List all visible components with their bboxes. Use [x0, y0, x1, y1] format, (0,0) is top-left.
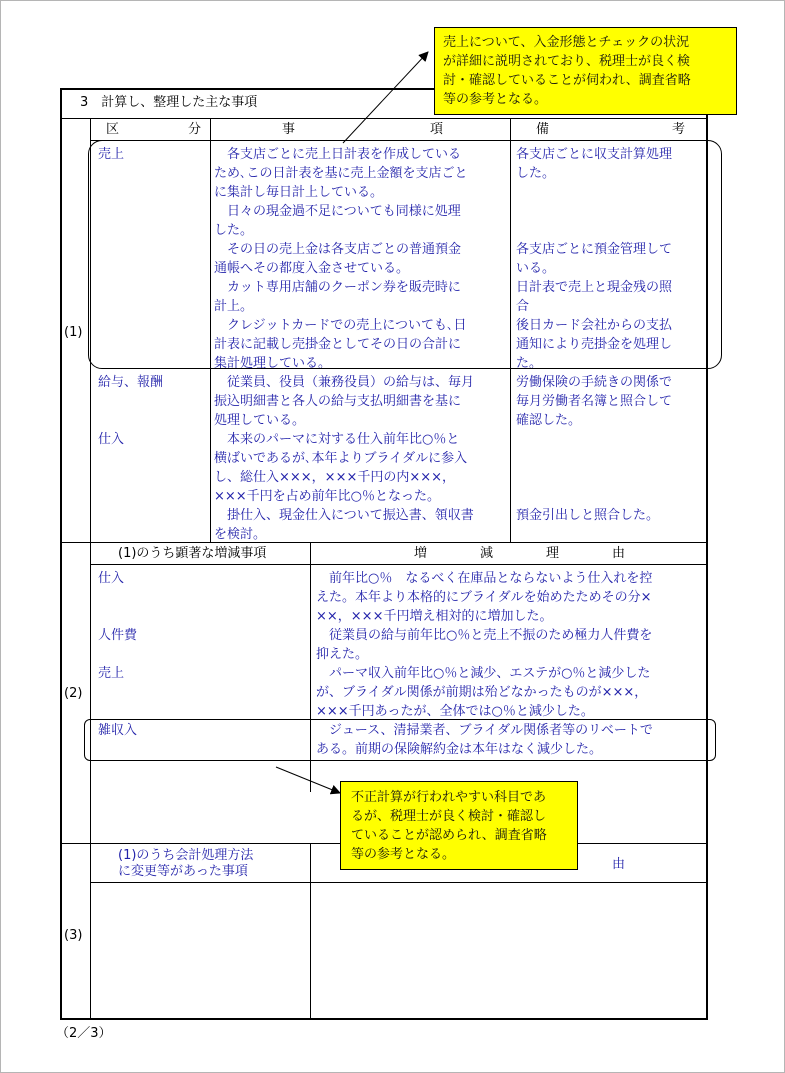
- s1-col2-line: 振込明細書と各人の給与支払明細書を基に: [214, 394, 462, 409]
- s2-right-line: 前年比○％ なるべく在庫品とならないよう仕入れを控: [316, 571, 653, 586]
- s2-right-line: パーマ収入前年比○％と減少、エステが○％と減少した: [316, 666, 651, 681]
- s1-col2-line: 本来のパーマに対する仕入前年比○％と: [214, 432, 460, 447]
- middle-callout-line: るが、税理士が良く検討・確認し: [351, 809, 547, 824]
- s1-col2-line: 日々の現金過不足についても同様に処理: [214, 204, 461, 219]
- s1-col2-line: 計表に記載し売掛金としてその日の合計に: [214, 337, 462, 352]
- s2-header-right-b: 減: [480, 546, 494, 561]
- s2-right-line: ある。前期の保険解約金は本年はなく減少した。: [316, 742, 603, 757]
- s1-col1-line: 仕入: [98, 432, 125, 447]
- s1-col2-line: 計上。: [214, 299, 254, 314]
- s2-right-line: えた。本年より本格的にブライダルを始めたためその分×: [316, 590, 652, 605]
- s1-col2-line: を検討。: [214, 527, 267, 542]
- s2-header-right-d: 由: [612, 546, 626, 561]
- s2-left-line: 仕入: [98, 571, 125, 586]
- s1-col2-line: 処理している。: [214, 413, 306, 428]
- s1-col2-line: 通帳へその都度入金させている。: [214, 261, 410, 276]
- top-callout-line: 討・確認していることが伺われ、調査省略: [443, 73, 691, 88]
- s3-header-right-tail: 由: [612, 857, 626, 872]
- s1-col3-line: 合: [516, 299, 530, 314]
- top-callout-line: 売上について、入金形態とチェックの状況: [443, 35, 690, 50]
- s2-right-line: が、ブライダル関係が前期は殆どなかったものが×××，: [316, 685, 648, 700]
- section1-label: (1): [64, 325, 83, 340]
- s1-col3-line: した。: [516, 166, 556, 181]
- s1-col2-line: 従業員、役員（兼務役員）の給与は、毎月: [214, 375, 475, 390]
- s1-col2-line: した。: [214, 223, 254, 238]
- middle-callout-note: [340, 781, 578, 870]
- s1-col3-line: 各支店ごとに預金管理して: [516, 242, 673, 257]
- s1-header-col1-b: 分: [188, 122, 202, 137]
- s2-header-left: (1)のうち顕著な増減事項: [118, 546, 267, 561]
- s1-header-col1-a: 区: [106, 122, 120, 137]
- s2-right-line: ジュース、清掃業者、ブライダル関係者等のリベートで: [316, 723, 653, 738]
- s1-col2-line: 集計処理している。: [214, 356, 332, 371]
- s1-col2-line: ×××千円を占め前年比○％となった。: [214, 489, 441, 504]
- s1-col2-line: ため､この日計表を基に売上金額を支店ごと: [214, 166, 468, 181]
- section2-label: (2): [64, 686, 83, 701]
- s1-col1-line: 売上: [98, 147, 125, 162]
- s1-col3-line: 毎月労働者名簿と照合して: [516, 394, 673, 409]
- s1-col3-line: 預金引出しと照合した。: [516, 508, 660, 523]
- s1-col3-line: 各支店ごとに収支計算処理: [516, 147, 673, 162]
- s1-col3-line: 通知により売掛金を処理し: [516, 337, 673, 352]
- middle-callout-line: 不正計算が行われやすい科目であ: [351, 790, 547, 805]
- s2-right-line: 従業員の給与前年比○％と売上不振のため極力人件費を: [316, 628, 653, 643]
- s2-header-right-a: 増: [414, 546, 428, 561]
- s1-col2-line: に集計し毎日計上している。: [214, 185, 384, 200]
- s1-col3-line: た。: [516, 356, 543, 371]
- s1-col1-line: 給与、報酬: [98, 375, 164, 390]
- top-callout-note: [434, 27, 737, 115]
- page-number-footer: （2／3）: [56, 1026, 112, 1041]
- s3-header-left-2: に変更等があった事項: [118, 864, 248, 879]
- s2-right-line: ×××千円あったが、全体では○％と減少した。: [316, 704, 594, 719]
- s2-right-line: 抑えた。: [316, 647, 369, 662]
- s1-col3-line: いる。: [516, 261, 556, 276]
- s1-col3-line: 確認した。: [516, 413, 582, 428]
- s3-header-left-1: (1)のうち会計処理方法: [118, 848, 254, 863]
- middle-callout-line: 等の参考となる。: [351, 847, 456, 862]
- top-callout-arrow: [343, 52, 428, 143]
- s2-header-right-c: 理: [546, 546, 560, 561]
- middle-callout-line: ていることが認められ、調査省略: [351, 828, 547, 843]
- s1-col3-line: 後日カード会社からの支払: [516, 318, 673, 333]
- s2-left-line: 人件費: [98, 628, 138, 643]
- s2-left-line: 売上: [98, 666, 125, 681]
- s1-col2-line: 掛仕入、現金仕入について振込書、領収書: [214, 508, 474, 523]
- s1-col2-line: クレジットカードでの売上についても､日: [214, 318, 467, 333]
- s1-col2-line: し、総仕入×××，×××千円の内×××，: [214, 470, 456, 485]
- s1-header-col2-b: 項: [430, 122, 444, 137]
- section3-label: (3): [64, 928, 83, 943]
- s1-header-col2-a: 事: [282, 122, 296, 137]
- top-callout-line: が詳細に説明されており、税理士が良く検: [443, 54, 691, 69]
- s1-col2-line: カット専用店舗のクーポン券を販売時に: [214, 280, 461, 295]
- s1-col2-line: 横ばいであるが､本年よりブライダルに参入: [214, 451, 468, 466]
- s1-col3-line: 日計表で売上と現金残の照: [516, 280, 673, 295]
- s1-header-col3-b: 考: [672, 122, 686, 137]
- s2-left-line: 雑収入: [98, 723, 138, 738]
- s1-col3-line: 労働保険の手続きの関係で: [516, 375, 673, 390]
- section-title: 3 計算し、整理した主な事項: [80, 95, 258, 110]
- s1-col2-line: その日の売上金は各支店ごとの普通預金: [214, 242, 462, 257]
- s1-col2-line: 各支店ごとに売上日計表を作成している: [214, 147, 462, 162]
- top-callout-line: 等の参考となる。: [443, 92, 548, 107]
- s2-right-line: ××，×××千円増え相対的に増加した。: [316, 609, 553, 624]
- s1-header-col3-a: 備: [536, 122, 550, 137]
- middle-callout-arrow: [276, 767, 340, 793]
